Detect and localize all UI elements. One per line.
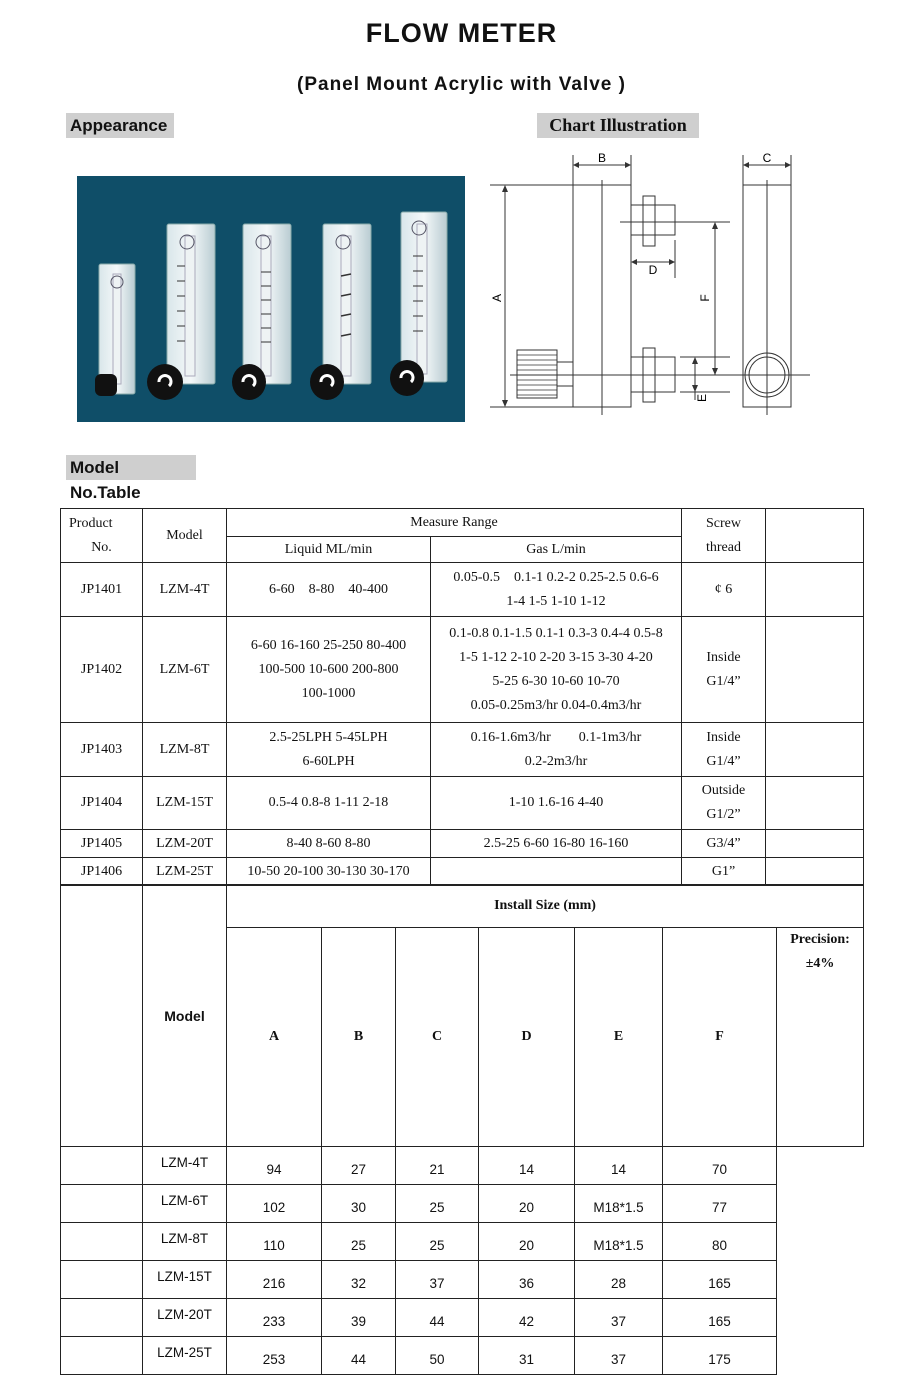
model-table-row: [61, 563, 864, 617]
liquid-range-cell-line: 100-500 10-600 200-800: [258, 661, 399, 677]
header-measure-range: Measure Range: [227, 509, 682, 537]
liquid-range-cell: [227, 723, 431, 777]
screw-thread-cell-line: Inside: [706, 649, 741, 665]
header-product-no: [61, 509, 143, 563]
install-value-a: 216: [227, 1261, 322, 1299]
install-size-table: [60, 884, 864, 1375]
install-value-d: 36: [479, 1261, 575, 1299]
header-product-line2: No.: [91, 539, 112, 555]
install-table-row: [61, 1185, 864, 1223]
install-value-c: 25: [396, 1223, 479, 1261]
install-value-a: 253: [227, 1337, 322, 1375]
install-value-e: 37: [575, 1337, 663, 1375]
install-model-cell: LZM-4T: [143, 1147, 227, 1185]
install-model-cell: LZM-20T: [143, 1299, 227, 1337]
install-value-e: 28: [575, 1261, 663, 1299]
blank-cell: [61, 1337, 143, 1375]
screw-thread-cell-line: G1”: [711, 863, 736, 879]
model-table-row: [61, 723, 864, 777]
gas-range-cell-line: 5-25 6-30 10-60 10-70: [492, 673, 620, 689]
flow-meter-2: [147, 224, 215, 400]
model-cell: LZM-20T: [143, 830, 227, 858]
gas-range-cell-line: 1-4 1-5 1-10 1-12: [506, 593, 606, 609]
install-value-e: 14: [575, 1147, 663, 1185]
model-cell: LZM-15T: [143, 777, 227, 830]
install-value-b: 25: [322, 1223, 396, 1261]
label-b: B: [597, 151, 607, 165]
label-f: F: [698, 294, 712, 302]
gas-range-cell: [431, 723, 682, 777]
screw-thread-cell-line: ¢ 6: [714, 581, 733, 597]
install-value-f: 70: [663, 1147, 777, 1185]
gas-range-cell-line: 1-10 1.6-16 4-40: [508, 795, 604, 810]
dimension-diagram: [485, 150, 815, 425]
install-table-row: [61, 1299, 864, 1337]
liquid-range-cell-line: 100-1000: [301, 685, 356, 701]
liquid-range-cell-line: 6-60 16-160 25-250 80-400: [250, 637, 407, 653]
header-gas: Gas L/min: [431, 537, 682, 563]
install-model-cell: LZM-6T: [143, 1185, 227, 1223]
install-value-d: 20: [479, 1223, 575, 1261]
model-table-row: [61, 858, 864, 886]
install-value-b: 27: [322, 1147, 396, 1185]
gas-range-cell-line: 0.05-0.25m3/hr 0.04-0.4m3/hr: [470, 697, 642, 713]
header-blank: [766, 509, 864, 563]
screw-thread-cell: [682, 830, 766, 858]
install-value-b: 30: [322, 1185, 396, 1223]
liquid-range-cell: [227, 830, 431, 858]
blank-cell: [766, 617, 864, 723]
install-value-d: 42: [479, 1299, 575, 1337]
gas-range-cell-line: 2.5-25 6-60 16-80 16-160: [483, 835, 629, 851]
model-table-heading: Model No.Table: [66, 455, 196, 480]
install-column-f: F: [663, 928, 777, 1147]
install-value-e: M18*1.5: [575, 1223, 663, 1261]
label-c: C: [762, 151, 772, 165]
gas-range-cell-line: 0.2-2m3/hr: [524, 753, 588, 769]
install-value-b: 44: [322, 1337, 396, 1375]
install-value-b: 32: [322, 1261, 396, 1299]
label-e: E: [695, 393, 709, 403]
liquid-range-cell-line: 2.5-25LPH 5-45LPH: [269, 729, 388, 745]
install-size-title: Install Size (mm): [227, 885, 864, 928]
chart-illustration-heading: Chart Illustration: [537, 113, 699, 138]
liquid-range-cell-line: 8-40 8-60 8-80: [286, 835, 371, 851]
product-photo: [77, 176, 465, 422]
precision-value: ±4%: [805, 956, 835, 971]
blank-cell: [766, 830, 864, 858]
install-table-row: [61, 1147, 864, 1185]
header-liquid: Liquid ML/min: [227, 537, 431, 563]
screw-thread-cell: [682, 617, 766, 723]
model-table-row: [61, 830, 864, 858]
product-no-cell: JP1403: [61, 723, 143, 777]
screw-thread-cell-line: Inside: [706, 729, 741, 745]
liquid-range-cell-line: 10-50 20-100 30-130 30-170: [247, 863, 410, 879]
install-model-header: Model: [143, 885, 227, 1147]
precision-cell: [777, 928, 864, 1147]
install-value-f: 80: [663, 1223, 777, 1261]
gas-range-cell: [431, 858, 682, 886]
install-column-d: D: [479, 928, 575, 1147]
install-value-d: 14: [479, 1147, 575, 1185]
dimension-drawing: [485, 150, 815, 425]
model-cell: LZM-6T: [143, 617, 227, 723]
screw-thread-cell: [682, 723, 766, 777]
install-column-c: C: [396, 928, 479, 1147]
install-column-b: B: [322, 928, 396, 1147]
blank-cell: [766, 858, 864, 886]
install-model-cell: LZM-8T: [143, 1223, 227, 1261]
install-value-e: 37: [575, 1299, 663, 1337]
install-value-f: 165: [663, 1299, 777, 1337]
product-no-cell: JP1402: [61, 617, 143, 723]
install-value-a: 233: [227, 1299, 322, 1337]
gas-range-cell: [431, 830, 682, 858]
model-table-row: [61, 617, 864, 723]
model-cell: LZM-8T: [143, 723, 227, 777]
blank-cell: [61, 1147, 143, 1185]
screw-thread-cell-line: G3/4”: [706, 835, 741, 851]
blank-cell: [766, 563, 864, 617]
install-value-c: 50: [396, 1337, 479, 1375]
page-title: FLOW METER: [365, 18, 558, 48]
install-value-f: 175: [663, 1337, 777, 1375]
product-no-cell: JP1406: [61, 858, 143, 886]
header-product-line1: Product: [69, 515, 113, 531]
install-blank-header: [61, 885, 143, 1147]
install-value-a: 102: [227, 1185, 322, 1223]
product-no-cell: JP1404: [61, 777, 143, 830]
flow-meter-5: [390, 212, 447, 396]
liquid-range-cell-line: 6-60 8-80 40-400: [269, 581, 388, 597]
model-cell: LZM-25T: [143, 858, 227, 886]
model-table-row: [61, 777, 864, 830]
gas-range-cell-line: 0.16-1.6m3/hr 0.1-1m3/hr: [470, 729, 642, 745]
liquid-range-cell: [227, 858, 431, 886]
install-value-c: 21: [396, 1147, 479, 1185]
install-value-e: M18*1.5: [575, 1185, 663, 1223]
appearance-heading: Appearance: [66, 113, 174, 138]
install-value-a: 94: [227, 1147, 322, 1185]
liquid-range-cell: [227, 563, 431, 617]
header-model: Model: [143, 509, 227, 563]
install-value-d: 20: [479, 1185, 575, 1223]
screw-thread-cell-line: Outside: [701, 783, 746, 798]
blank-cell: [61, 1261, 143, 1299]
label-a: A: [490, 293, 504, 303]
header-screw-thread: [682, 509, 766, 563]
page-subtitle: (Panel Mount Acrylic with Valve ): [297, 74, 626, 95]
gas-range-cell-line: 0.05-0.5 0.1-1 0.2-2 0.25-2.5 0.6-6: [453, 569, 659, 585]
gas-range-cell-line: 1-5 1-12 2-10 2-20 3-15 3-30 4-20: [459, 649, 653, 665]
blank-cell: [766, 723, 864, 777]
install-value-c: 44: [396, 1299, 479, 1337]
install-value-d: 31: [479, 1337, 575, 1375]
screw-thread-cell-line: G1/4”: [706, 753, 741, 769]
gas-range-cell: [431, 617, 682, 723]
gas-range-cell: [431, 563, 682, 617]
blank-cell: [61, 1185, 143, 1223]
flow-meter-4: [310, 224, 371, 400]
liquid-range-cell-line: 6-60LPH: [302, 753, 355, 769]
blank-cell: [61, 1223, 143, 1261]
install-table-row: [61, 1337, 864, 1375]
liquid-range-cell: [227, 617, 431, 723]
flow-meter-3: [232, 224, 291, 400]
model-cell: LZM-4T: [143, 563, 227, 617]
install-value-f: 77: [663, 1185, 777, 1223]
flow-meters-illustration: [77, 176, 465, 422]
install-value-c: 25: [396, 1185, 479, 1223]
install-value-f: 165: [663, 1261, 777, 1299]
install-table-row: [61, 1261, 864, 1299]
screw-thread-cell: [682, 777, 766, 830]
install-value-a: 110: [227, 1223, 322, 1261]
product-no-cell: JP1401: [61, 563, 143, 617]
label-d: D: [648, 263, 658, 277]
screw-thread-cell-line: G1/4”: [706, 673, 741, 689]
precision-label: Precision:: [790, 932, 850, 947]
install-value-c: 37: [396, 1261, 479, 1299]
install-model-cell: LZM-25T: [143, 1337, 227, 1375]
blank-cell: [61, 1299, 143, 1337]
screw-thread-cell: [682, 858, 766, 886]
liquid-range-cell: [227, 777, 431, 830]
gas-range-cell: [431, 777, 682, 830]
liquid-range-cell-line: 0.5-4 0.8-8 1-11 2-18: [268, 795, 389, 810]
install-table-row: [61, 1223, 864, 1261]
blank-cell: [766, 777, 864, 830]
screw-thread-cell: [682, 563, 766, 617]
gas-range-cell-line: 0.1-0.8 0.1-1.5 0.1-1 0.3-3 0.4-4 0.5-8: [449, 625, 663, 641]
install-column-e: E: [575, 928, 663, 1147]
screw-thread-cell-line: G1/2”: [706, 807, 741, 822]
install-column-a: A: [227, 928, 322, 1147]
product-no-cell: JP1405: [61, 830, 143, 858]
flow-meter-1: [95, 264, 135, 396]
header-screw-line1: Screw: [706, 515, 741, 531]
header-screw-line2: thread: [706, 539, 741, 555]
install-model-cell: LZM-15T: [143, 1261, 227, 1299]
model-table: [60, 508, 864, 886]
install-value-b: 39: [322, 1299, 396, 1337]
